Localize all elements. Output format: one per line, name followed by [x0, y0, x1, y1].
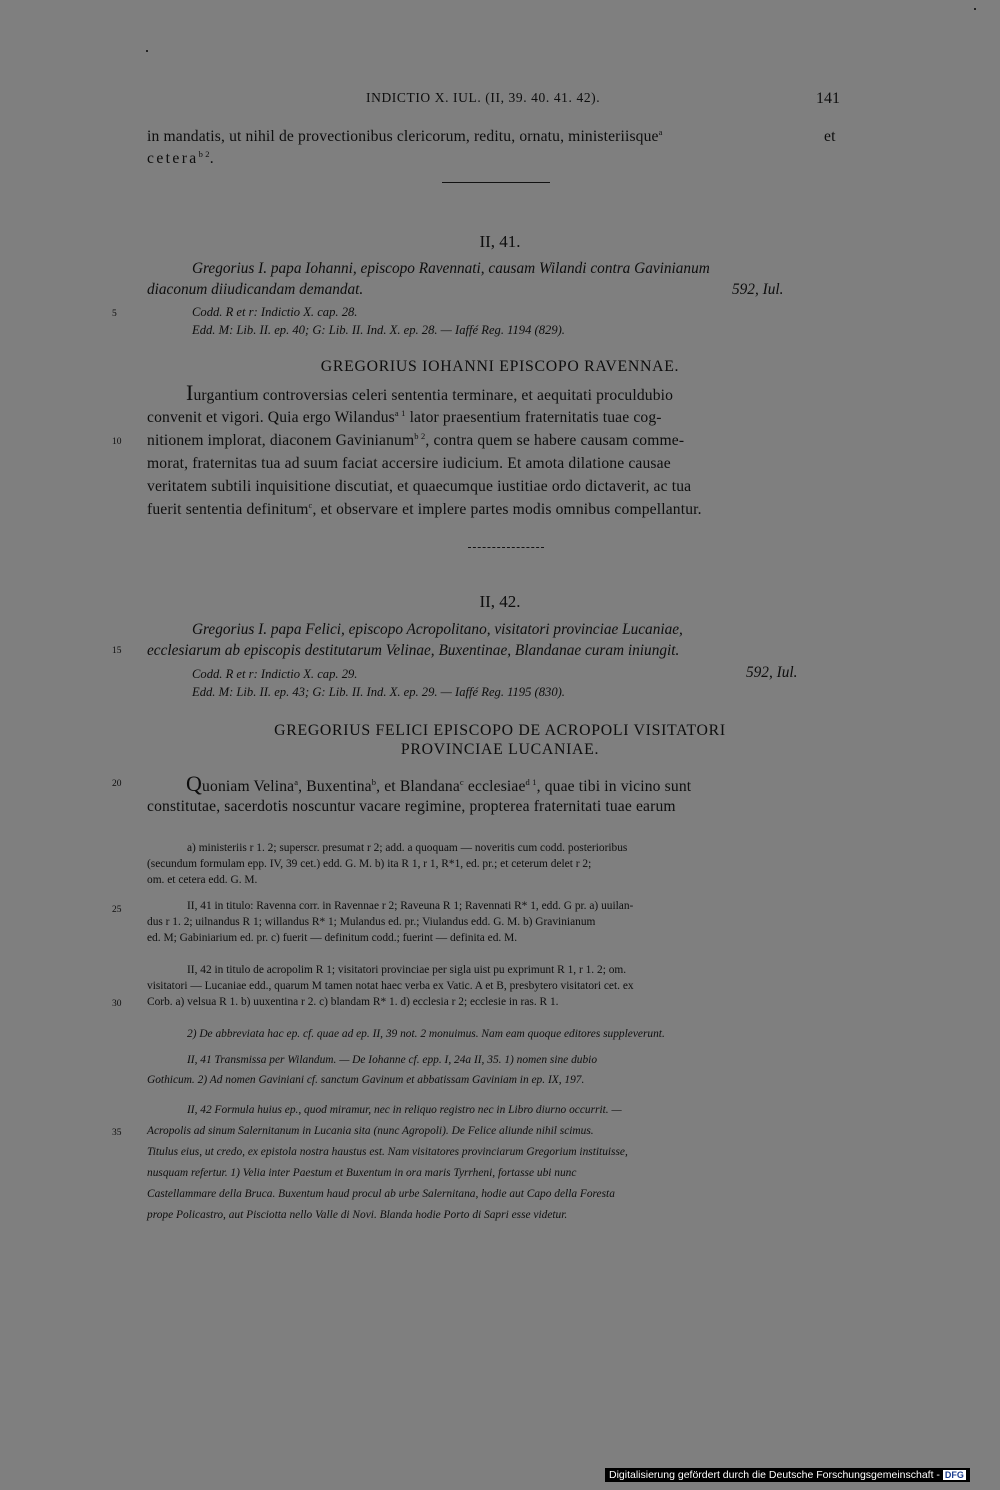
letter-42-line-1: Quoniam Velina$^a$, Buxentina$^b$, et Blandana$^c$ ecclesiae$^{d 1}$, quae tibi in vicino sunt — [186, 771, 692, 796]
commentary-line: Castellammare della Bruca. Buxentum haud procul ab urbe Salernitana, hodie aut Capo della Foresta — [147, 1188, 615, 1200]
carryover-line-2: cetera$^{b 2}$. — [147, 149, 214, 167]
letter-number-42: II, 42. — [479, 592, 521, 611]
letter-42-line-2: constitutae, sacerdotis noscuntur vacare regimine, propterea fraternitati tuae earum — [147, 798, 676, 815]
letter-41-summary-1: Gregorius I. papa Iohanni, episcopo Ravennati, causam Wilandi contra Gavinianum — [192, 260, 710, 277]
margin-number: 10 — [112, 437, 122, 447]
commentary-line: nusquam refertur. 1) Velia inter Paestum et Buxentum in ora maris Tyrrheni, fortasse ubi nunc — [147, 1167, 577, 1179]
letter-41-line-4: morat, fraternitas tua ad suum faciat accersire iudicium. Et amota dilatione causae — [147, 455, 671, 472]
letter-41-line-2: convenit et vigori. Quia ergo Wilandus$^{a 1}$ lator praesentium fraternitatis tuae cog- — [147, 408, 662, 426]
apparatus-line: II, 41 in titulo: Ravenna corr. in Ravennae r 2; Raveuna R 1; Ravennati R* 1, edd. G pr. a) uuilan- — [187, 900, 634, 912]
page-number: 141 — [816, 90, 840, 107]
letter-42-summary-1: Gregorius I. papa Felici, episcopo Acropolitano, visitatori provinciae Lucaniae, — [192, 621, 683, 638]
carryover-line-1: in mandatis, ut nihil de provectionibus clericorum, reditu, ornatu, ministeriisque$^a$ — [147, 127, 663, 145]
dfg-logo-icon: DFG — [944, 1470, 964, 1480]
apparatus-line: (secundum formulam epp. IV, 39 cet.) edd. G. M. b) ita R 1, r 1, R*1, ed. pr.; et ceterum delet r 2; — [147, 858, 592, 870]
margin-number: 30 — [112, 999, 122, 1009]
letter-42-codd: Codd. R et r: Indictio X. cap. 29. — [192, 667, 358, 681]
letter-41-summary-2: diaconum diiudicandam demandat. — [147, 281, 364, 298]
running-head: INDICTIO X. IUL. (II, 39. 40. 41. 42). — [366, 90, 601, 105]
apparatus-line: Corb. a) velsua R 1. b) uuxentina r 2. c) blandam R* 1. d) ecclesia r 2; ecclesie in ras. R 1. — [147, 996, 559, 1008]
letter-41-codd: Codd. R et r: Indictio X. cap. 28. — [192, 305, 358, 319]
margin-number: 20 — [112, 779, 122, 789]
letter-42-address-1: GREGORIUS FELICI EPISCOPO DE ACROPOLI VISITATORI — [274, 722, 726, 739]
letter-41-edd: Edd. M: Lib. II. ep. 40; G: Lib. II. Ind. X. ep. 28. — Iaffé Reg. 1194 (829). — [192, 323, 565, 337]
apparatus-line: ed. M; Gabiniarium ed. pr. c) fuerit — definitum codd.; fuerint — definita ed. M. — [147, 932, 518, 944]
letter-41-address: GREGORIUS IOHANNI EPISCOPO RAVENNAE. — [320, 358, 680, 375]
margin-number: 5 — [112, 309, 117, 319]
apparatus-line: visitatori — Lucaniae edd., quarum M tamen notat haec verba ex Vatic. A et B, presbytero visitatori cet. ex — [147, 980, 634, 992]
scan-speck — [146, 50, 148, 52]
carryover-line-1-end: et — [824, 128, 836, 145]
footer-funding-note — [605, 1468, 970, 1482]
margin-number: 35 — [112, 1128, 122, 1138]
commentary-line: Acropolis ad sinum Salernitanum in Lucania sita (nunc Agropoli). De Felice aliunde nihil scimus. — [147, 1125, 594, 1137]
commentary-line: prope Policastro, aut Pisciotta nello Valle di Novi. Blanda hodie Porto di Sapri esse videtur. — [147, 1209, 568, 1221]
letter-41-line-1: Iurgantium controversias celeri sententia terminare, et aequitati proculdubio — [186, 380, 674, 405]
section-divider — [468, 547, 544, 548]
letter-41-line-3: nitionem implorat, diaconem Gavinianum$^{b 2}$, contra quem se habere causam comme- — [147, 431, 685, 449]
letter-number-41: II, 41. — [479, 232, 521, 251]
commentary-line: II, 42 Formula huius ep., quod miramur, nec in reliquo registro nec in Libro diurno occurrit. — — [187, 1104, 622, 1116]
letter-42-summary-2: ecclesiarum ab episcopis destitutarum Velinae, Buxentinae, Blandanae curam iniungit. — [147, 642, 680, 659]
letter-41-date: 592, Iul. — [732, 281, 784, 298]
apparatus-line: om. et cetera edd. G. M. — [147, 874, 258, 886]
letter-41-line-5: veritatem subtili inquisitione discutiat, et quaecumque iustitiae ordo dictaverit, ac tua — [147, 478, 692, 495]
apparatus-line: a) ministeriis r 1. 2; superscr. presumat r 2; add. a quoquam — noveritis cum codd. posterioribus — [187, 842, 628, 854]
letter-41-line-6: fuerit sententia definitum$^c$, et observare et implere partes modis omnibus compellantur. — [147, 500, 702, 518]
section-divider — [442, 182, 550, 183]
commentary-line: II, 41 Transmissa per Wilandum. — De Iohanne cf. epp. I, 24a II, 35. 1) nomen sine dubio — [187, 1054, 598, 1066]
margin-number: 15 — [112, 646, 122, 656]
commentary-line: Titulus eius, ut credo, ex epistola nostra haustus est. Nam visitatores provinciarum Gregorium instituisse, — [147, 1146, 628, 1158]
commentary-line: 2) De abbreviata hac ep. cf. quae ad ep. II, 39 not. 2 monuimus. Nam eam quoque editores suppleverunt. — [187, 1028, 665, 1040]
footer-text: Digitalisierung gefördert durch die Deutsche Forschungsgemeinschaft - — [609, 1469, 940, 1481]
letter-42-address-2: PROVINCIAE LUCANIAE. — [400, 741, 600, 758]
margin-number: 25 — [112, 905, 122, 915]
apparatus-line: II, 42 in titulo de acropolim R 1; visitatori provinciae per sigla uist pu exprimunt R 1, r 1. 2; om. — [187, 964, 627, 976]
apparatus-line: dus r 1. 2; uilnandus R 1; willandus R* 1; Mulandus ed. pr.; Viulandus edd. G. M. b) Gravinianum — [147, 916, 596, 928]
scan-speck — [974, 8, 976, 10]
letter-42-edd: Edd. M: Lib. II. ep. 43; G: Lib. II. Ind. X. ep. 29. — Iaffé Reg. 1195 (830). — [192, 685, 565, 699]
commentary-line: Gothicum. 2) Ad nomen Gaviniani cf. sanctum Gavinum et abbatissam Gaviniam in ep. IX, 197. — [147, 1074, 585, 1086]
letter-42-date: 592, Iul. — [746, 664, 798, 681]
